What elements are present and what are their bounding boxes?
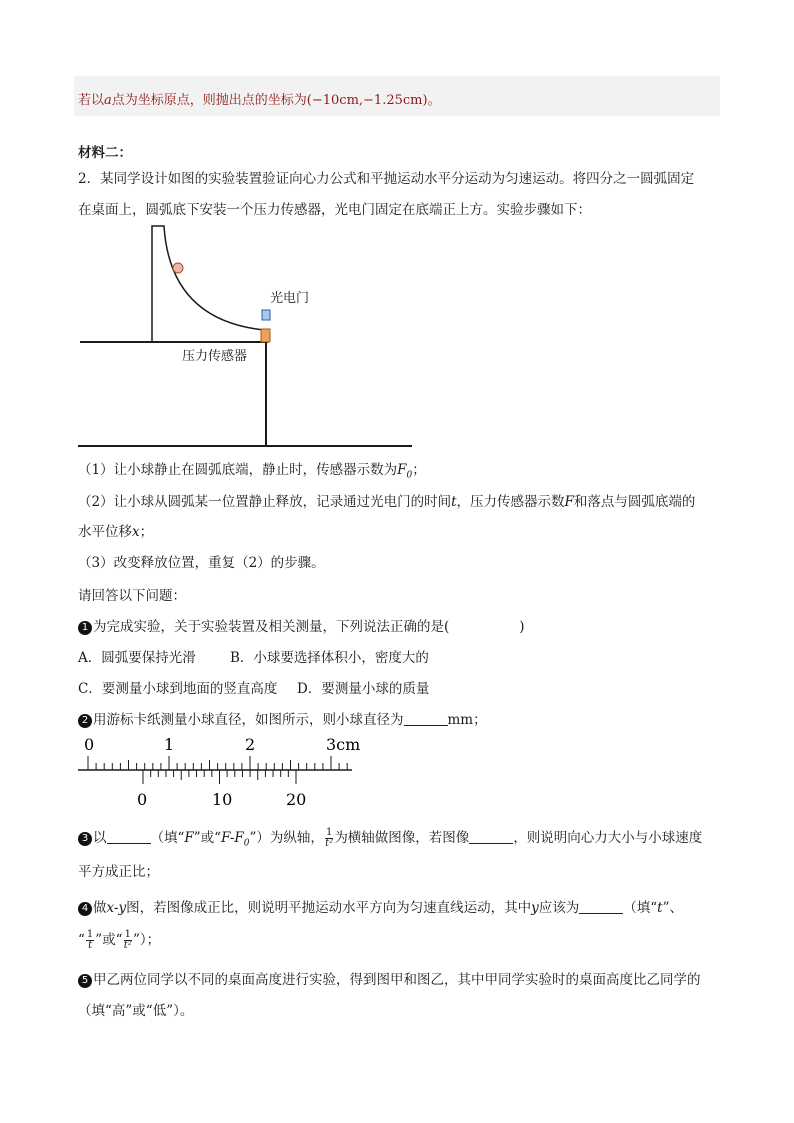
sensor-label: 压力传感器	[182, 349, 248, 364]
question-5: 5 甲乙两位同学以不同的桌面高度进行实验，得到图甲和图乙，其中甲同学实验时的桌面高度比乙同学的	[78, 968, 701, 988]
vernier-label-20: 20	[286, 790, 307, 809]
question-1: 1 为完成实验，关于实验装置及相关测量，下列说法正确的是( )	[78, 615, 525, 635]
main-label-2: 2	[245, 735, 256, 754]
material-label: 材料二：	[78, 145, 132, 161]
main-label-0: 0	[84, 735, 95, 754]
question-4-line2: “ $\frac{1}{t}$ ”或“ $\frac{1}{\text{t²}}$ ”）；	[78, 929, 161, 951]
question-4: 4 做x-y图，若图像成正比，则说明平抛运动水平方向为匀速直线运动，其中y应该为 （填“t”、	[78, 896, 683, 916]
answer-line: 若以a点为坐标原点，则抛出点的坐标为(−10cm,−1.25cm)。	[78, 93, 441, 108]
answer-coords: (−10cm,−1.25cm)	[306, 93, 428, 108]
ball-icon	[173, 263, 183, 273]
step-1: （1）让小球静止在圆弧底端，静止时，传感器示数为$F_0$；	[78, 462, 426, 481]
q1-option-a: A．圆弧要保持光滑	[78, 650, 196, 666]
q1-option-b: B．小球要选择体积小，密度大的	[230, 650, 429, 666]
vernier-label-0: 0	[137, 790, 148, 809]
question-2: 2 用游标卡纸测量小球直径，如图所示，则小球直径为 mm；	[78, 708, 487, 728]
step-2-line2: 水平位移x；	[78, 524, 154, 540]
vernier-label-10: 10	[212, 790, 233, 809]
apparatus-diagram	[0, 0, 794, 460]
step-2-line1: （2）让小球从圆弧某一位置静止释放，记录通过光电门的时间t，压力传感器示数F和落点与圆弧底端的	[78, 494, 696, 510]
q3-fraction: $\frac{1}{\text{t²}}$	[325, 827, 334, 849]
question-3: 3 以 （填“F”或“$F-F_0$”）为纵轴， $\frac{1}{\text{t²}}$ 为横轴做图像，若图像 ，则说明向心力大小与小球速度	[78, 826, 702, 849]
question-3-line2: 平方成正比；	[78, 864, 159, 880]
ask-prompt: 请回答以下问题：	[78, 588, 186, 604]
main-label-1: 1	[164, 735, 175, 754]
step-3: （3）改变释放位置，重复（2）的步骤。	[78, 555, 325, 571]
pressure-sensor-icon	[261, 329, 270, 342]
photogate-icon	[262, 310, 270, 320]
quarter-arc-block	[152, 226, 264, 342]
main-label-3: 3cm	[326, 735, 361, 754]
q1-option-c: C．要测量小球到地面的竖直高度	[78, 681, 278, 697]
problem-intro-line1: 2．某同学设计如图的实验装置验证向心力公式和平抛运动水平分运动为匀速运动。将四分之一圆弧固定	[78, 171, 695, 187]
problem-intro-line2: 在桌面上，圆弧底下安装一个压力传感器，光电门固定在底端正上方。实验步骤如下：	[78, 202, 591, 218]
question-5-line2: （填“高”或“低”）。	[78, 1003, 194, 1019]
vernier-caliper-diagram	[0, 730, 794, 810]
photogate-label: 光电门	[270, 291, 310, 306]
answer-point-label: a	[104, 93, 112, 108]
q1-option-d: D．要测量小球的质量	[297, 681, 430, 697]
